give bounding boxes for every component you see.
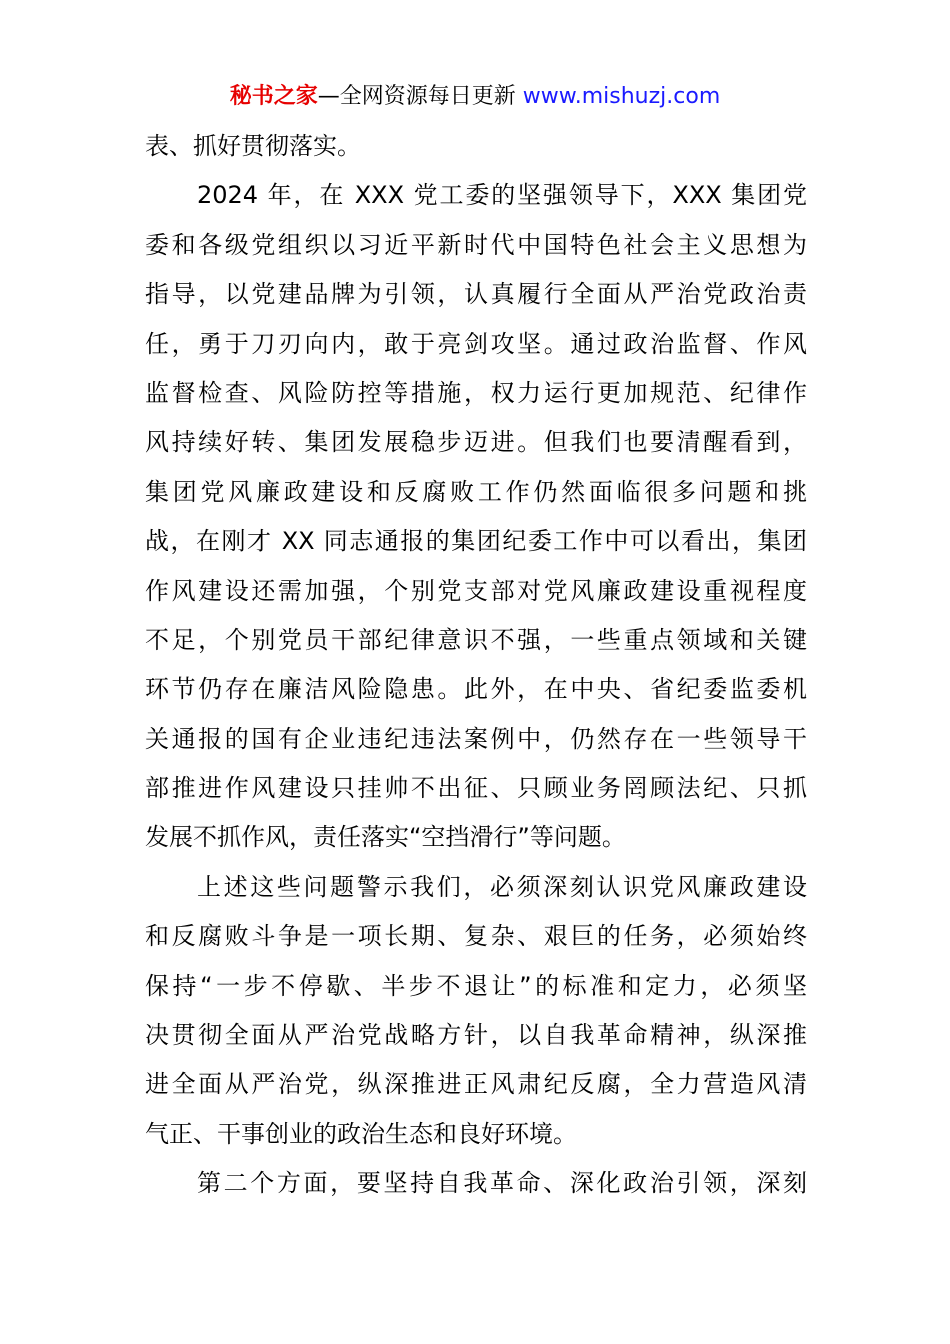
text-line: 集团党风廉政建设和反腐败工作仍然面临很多问题和挑 <box>145 477 807 506</box>
text-line: 和反腐败斗争是一项长期、复杂、艰巨的任务，必须始终 <box>145 922 807 951</box>
text-line: 保持“一步不停歇、半步不退让”的标准和定力，必须坚 <box>145 971 807 1000</box>
brand-name: 秘书之家 <box>229 84 318 109</box>
text-line: 风持续好转、集团发展稳步迈进。但我们也要清醒看到， <box>145 428 807 457</box>
text-line: 不足，个别党员干部纪律意识不强，一些重点领域和关键 <box>145 625 807 654</box>
text-line: 关通报的国有企业违纪违法案例中，仍然存在一些领导干 <box>145 724 807 753</box>
text-line: 上述这些问题警示我们，必须深刻认识党风廉政建设 <box>197 872 807 901</box>
text-line: 任，勇于刀刃向内，敢于亮剑攻坚。通过政治监督、作风 <box>145 329 807 358</box>
text-line: 部推进作风建设只挂帅不出征、只顾业务罔顾法纪、只抓 <box>145 774 807 803</box>
site-url-link[interactable]: www.mishuzj.com <box>522 84 721 109</box>
text-line: 表、抓好贯彻落实。 <box>145 132 361 160</box>
text-line: 进全面从严治党，纵深推进正风肃纪反腐，全力营造风清 <box>145 1070 807 1099</box>
text-line: 第二个方面，要坚持自我革命、深化政治引领，深刻 <box>197 1169 807 1198</box>
text-line: 环节仍存在廉洁风险隐患。此外，在中央、省纪委监委机 <box>145 675 807 704</box>
text-line: 2024 年，在 XXX 党工委的坚强领导下，XXX 集团党 <box>197 181 807 210</box>
text-line: 监督检查、风险防控等措施，权力运行更加规范、纪律作 <box>145 378 807 407</box>
text-line: 作风建设还需加强，个别党支部对党风廉政建设重视程度 <box>145 576 807 605</box>
text-line: 发展不抓作风，责任落实“空挡滑行”等问题。 <box>145 823 626 852</box>
text-line: 决贯彻全面从严治党战略方针，以自我革命精神，纵深推 <box>145 1021 807 1050</box>
text-line: 战，在刚才 XX 同志通报的集团纪委工作中可以看出，集团 <box>145 527 807 556</box>
text-line: 气正、干事创业的政治生态和良好环境。 <box>145 1119 577 1148</box>
header-tagline: —全网资源每日更新 <box>317 84 516 109</box>
site-header <box>0 82 950 112</box>
text-line: 委和各级党组织以习近平新时代中国特色社会主义思想为 <box>145 230 807 259</box>
text-line: 指导，以党建品牌为引领，认真履行全面从严治党政治责 <box>145 280 807 309</box>
document-body <box>145 122 807 1209</box>
